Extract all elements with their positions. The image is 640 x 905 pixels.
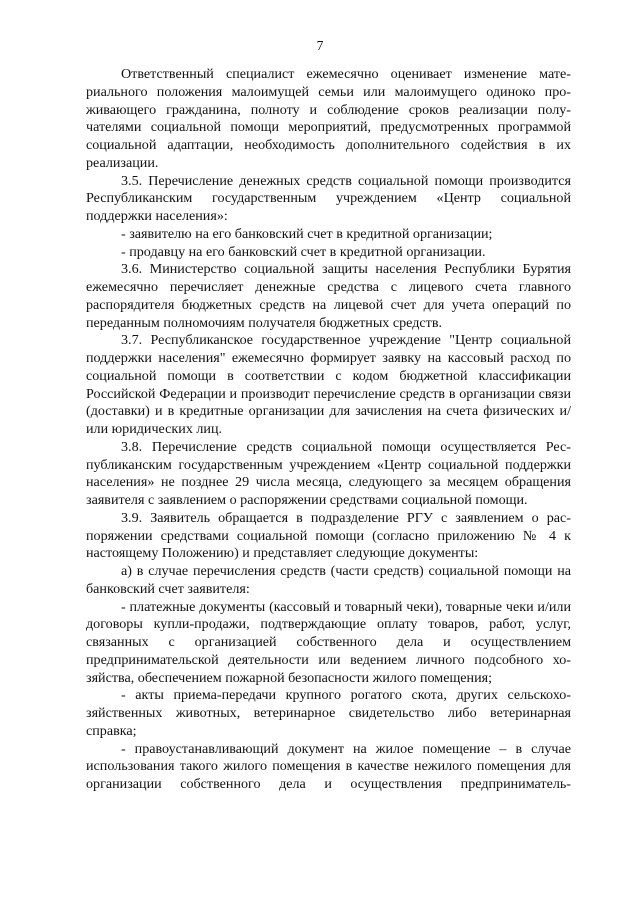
paragraph-3-9: 3.9. Заявитель обращается в подразделение РГУ с заявлением о распоряжении средствами социальной помощи (согласно приложению № 4 к настоящему Положению) и представляет следующие документы: <box>86 509 571 562</box>
list-item-acceptance-acts: - акты приема-передачи крупного рогатого скота, других сельскохозяйственных животных, ветеринарное свидетельство либо ветеринарная справка; <box>86 687 571 739</box>
paragraph-3-6: 3.6. Министерство социальной защиты населения Республики Бурятия ежемесячно перечисляет денежные средства с лицевого счета главного распорядителя бюджетных средств на лицевой счет для учета операций по переданным полномочиям получателя бюджетных средств. <box>86 261 571 331</box>
paragraph-3-5: 3.5. Перечисление денежных средств социальной помощи производится Республиканским государственным учреждением «Центр социальной поддержки населения»: <box>86 172 571 224</box>
page-number: 7 <box>316 38 324 53</box>
list-item-title-document: - правоустанавливающий документ на жилое помещение – в случае использования такого жилого помещения в качестве нежилого помещения для организации собственного дела и осуществления предприниматель- <box>86 740 571 792</box>
paragraph-specialist-monitoring: Ответственный специалист ежемесячно оценивает изменение материального положения малоимущей семьи или малоимущего одиноко проживающего гражданина, полноту и соблюдение сроков реализации получателями социальной помощи мероприятий, предусмотренных программой социальной адаптации, необходимость дополнительного содействия в их реализации. <box>86 66 571 171</box>
paragraph-3-8: 3.8. Перечисление средств социальной помощи осуществляется Республиканским государственным учреждением «Центр социальной поддержки населения» не позднее 29 числа месяца, следующего за месяцем обращения заявителя с заявлением о распоряжении средствами социальной помощи. <box>86 438 571 508</box>
list-item-to-seller: - продавцу на его банковский счет в кредитной организации. <box>121 243 486 260</box>
document-body <box>86 66 571 794</box>
paragraph-3-7: 3.7. Республиканское государственное учреждение "Центр социальной поддержки населения" ежемесячно формирует заявку на кассовый расход по социальной помощи в соответствии с кодом бюджетной классификации Российской Федерации и производит перечисление средств в организации связи (доставки) и в кредитные организации для зачисления на счета физических и/или юридических лиц. <box>86 332 571 437</box>
list-item-payment-documents: - платежные документы (кассовый и товарный чеки), товарные чеки и/или договоры купли-продажи, подтверждающие оплату товаров, работ, услуг, связанных с организацией собственного дела и осуществлением предпринимательской деятельности или ведением личного подсобного хозяйства, обеспечением пожарной безопасности жилого помещения; <box>86 598 571 686</box>
list-item-to-applicant: - заявителю на его банковский счет в кредитной организации; <box>121 225 493 242</box>
paragraph-3-9-a: а) в случае перечисления средств (части средств) социальной помощи на банковский счет заявителя: <box>86 563 571 597</box>
